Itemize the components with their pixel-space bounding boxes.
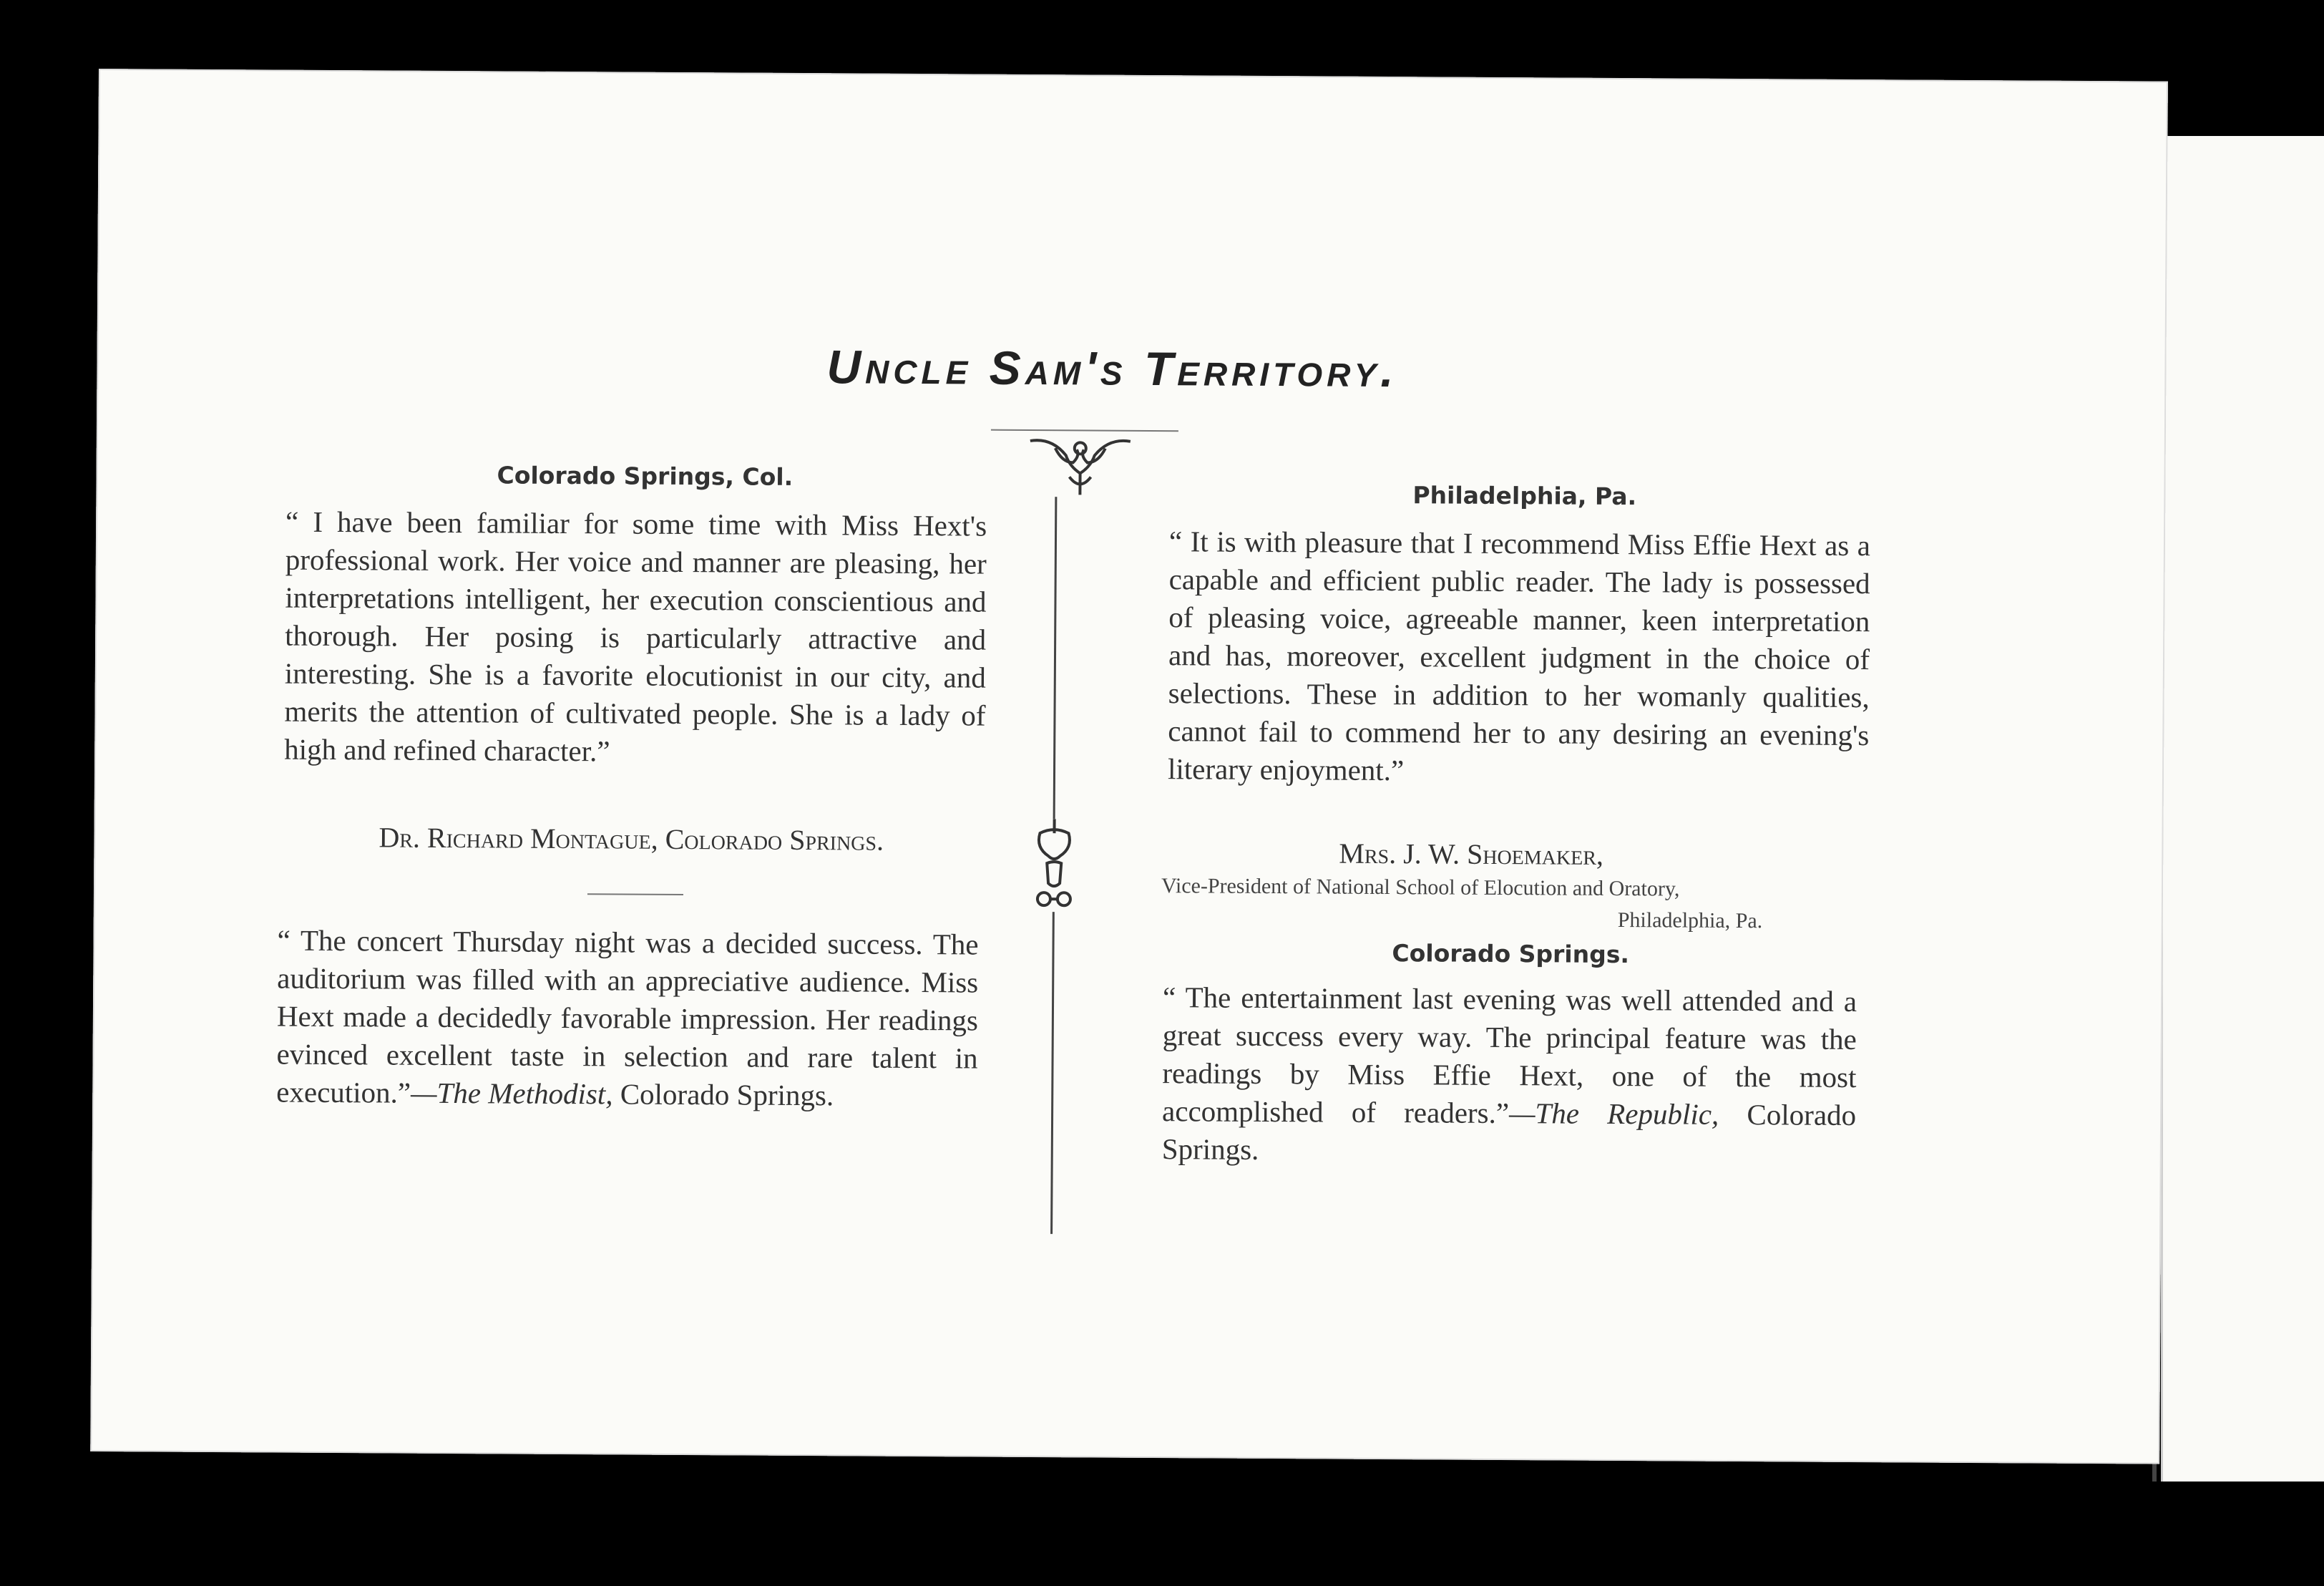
right-source-republic: —The Republic, (1508, 1096, 1719, 1131)
right-quote-republic-text: “ The entertainment last evening was well attended and a great success every way. The principal feature was the readings by Miss Effie Hext, one of the most accomplished of readers.” (1161, 981, 1857, 1130)
right-heading-colorado-springs: Colorado Springs. (1392, 939, 1630, 969)
facing-page-edge (2161, 136, 2324, 1482)
left-heading-colorado-springs: Colorado Springs, Col. (497, 461, 794, 491)
column-divider-top (1053, 497, 1058, 819)
left-source-methodist: —The Methodist, (410, 1076, 613, 1111)
page-title: Uncle Sam's Territory. (826, 340, 1398, 397)
column-divider-bottom (1050, 912, 1055, 1234)
right-signature-shoemaker: Mrs. J. W. Shoemaker, (1339, 837, 1604, 871)
right-signature-place: Philadelphia, Pa. (1617, 908, 1763, 933)
book-page (90, 69, 2168, 1464)
title-rule (991, 429, 1178, 432)
left-quote-montague: “ I have been familiar for some time with Miss Hext's professional work. Her voice and manner are pleasing, her interpretations intelligent, her execution conscientious and thorough. Her posing is particularly attractive and interesting. She is a favorite elocutionist in our city, and merits the attention of cultivated people. She is a lady of high and refined character.” (284, 505, 987, 768)
right-quote-shoemaker: “ It is with pleasure that I recommend Miss Effie Hext as a capable and efficient public reader. The lady is possessed of pleasing voice, agreeable manner, keen interpretation and has, moreover, excellent judgment in the choice of selections. These in addition to her womanly qualities, cannot fail to commend her to any desiring an evening's literary enjoyment.” (1167, 525, 1871, 787)
left-quote-methodist-text: “ The concert Thursday night was a decided success. The auditorium was filled with an appreciative audience. Miss Hext made a decidedly favorable impression. Her readings evinced excellent taste in selection and rare talent in execution.” (276, 923, 979, 1109)
right-signature-title: Vice-President of National School of Elocution and Oratory, (1161, 874, 1680, 901)
right-source-place: Colorado Springs. (1161, 1097, 1857, 1166)
scroll-ornament-icon (1026, 434, 1134, 499)
right-heading-philadelphia: Philadelphia, Pa. (1412, 481, 1637, 511)
left-quote-methodist (276, 922, 979, 1116)
right-quote-republic (1162, 978, 1857, 1172)
left-separator-rule (587, 893, 683, 895)
left-signature-montague: Dr. Richard Montague, Colorado Springs. (379, 821, 884, 857)
lyre-ornament-icon (1031, 819, 1078, 912)
left-source-place: Colorado Springs. (612, 1077, 834, 1112)
